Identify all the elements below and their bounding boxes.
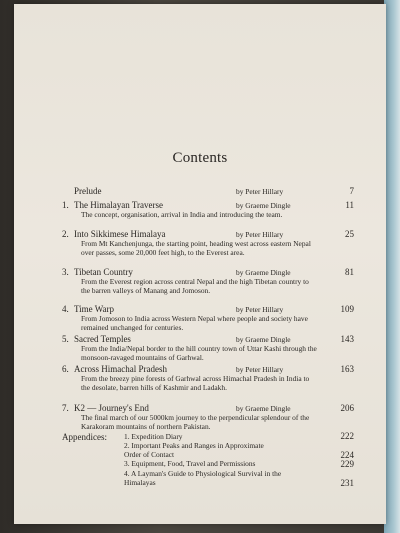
entry-title: The Himalayan Traverse bbox=[74, 200, 163, 210]
entry-author: by Graeme Dingle bbox=[236, 201, 291, 210]
entry-title: Prelude bbox=[74, 186, 102, 196]
book-page bbox=[14, 4, 386, 524]
entry-description: The final march of our 5000km journey to the perpendicular splendour of the Karakoram mountains of northern Pakistan. bbox=[81, 413, 310, 431]
toc-entry-chapter-6 bbox=[62, 364, 362, 392]
appendix-page-2: 224 bbox=[340, 450, 354, 460]
book-cover-edge bbox=[384, 0, 400, 533]
appendix-page-1: 222 bbox=[340, 431, 354, 441]
toc-entry-chapter-1 bbox=[62, 200, 362, 219]
toc-entry-chapter-2 bbox=[62, 229, 362, 257]
entry-description: From Mt Kanchenjunga, the starting point, heading west across eastern Nepal over passes, some 20,000 feet high, to the Everest area. bbox=[81, 239, 311, 257]
appendix-item-2 bbox=[124, 442, 274, 459]
appendix-item-4 bbox=[124, 470, 294, 487]
entry-number: 6. bbox=[62, 364, 69, 374]
entry-author: by Peter Hillary bbox=[236, 365, 284, 374]
entry-author: by Graeme Dingle bbox=[236, 404, 291, 413]
appendix-text: 1. Expedition Diary bbox=[124, 432, 183, 441]
entry-description: The concept, organisation, arrival in India and introducing the team. bbox=[81, 210, 283, 219]
entry-number: 7. bbox=[62, 403, 69, 413]
page-title: Contents bbox=[172, 150, 228, 166]
appendix-text: 3. Equipment, Food, Travel and Permissions bbox=[124, 459, 256, 468]
toc-entry-chapter-7 bbox=[62, 403, 362, 431]
entry-description: From the breezy pine forests of Garhwal across Himachal Pradesh in India to the desolate, barren hills of Kashmir and Ladakh. bbox=[81, 374, 310, 392]
appendix-page-3: 229 bbox=[340, 459, 354, 469]
entry-author: by Peter Hillary bbox=[236, 305, 284, 314]
entry-author: by Peter Hillary bbox=[236, 230, 284, 239]
entry-page: 7 bbox=[349, 186, 354, 196]
toc-entry-chapter-5 bbox=[62, 334, 362, 362]
entry-title: Tibetan Country bbox=[74, 267, 133, 277]
entry-description: From Jomoson to India across Western Nepal where people and society have remained unchanged for centuries. bbox=[81, 314, 308, 332]
entry-number: 2. bbox=[62, 229, 69, 239]
entry-description: From the Everest region across central Nepal and the high Tibetan country to the barren valleys of Manang and Jomoson. bbox=[81, 277, 309, 295]
entry-page: 143 bbox=[340, 334, 354, 344]
entry-page: 81 bbox=[345, 267, 354, 277]
entry-page: 163 bbox=[340, 364, 354, 374]
entry-description: From the India/Nepal border to the hill country town of Uttar Kashi through the monsoon-ravaged mountains of Garhwal. bbox=[81, 344, 317, 362]
entry-number: 4. bbox=[62, 304, 69, 314]
entry-page: 25 bbox=[345, 229, 354, 239]
toc-entry-chapter-3 bbox=[62, 267, 362, 295]
entry-page: 109 bbox=[340, 304, 354, 314]
entry-title: Time Warp bbox=[74, 304, 115, 314]
appendix-text: 2. Important Peaks and Ranges in Approximate Order of Contact bbox=[124, 441, 264, 459]
entry-number: 3. bbox=[62, 267, 69, 277]
appendix-item-3 bbox=[124, 460, 362, 469]
appendix-page-4: 231 bbox=[340, 478, 354, 488]
entry-author: by Graeme Dingle bbox=[236, 335, 291, 344]
entry-author: by Peter Hillary bbox=[236, 187, 284, 196]
toc-entry-prelude bbox=[62, 187, 362, 197]
entry-page: 206 bbox=[340, 403, 354, 413]
toc-entry-chapter-4 bbox=[62, 304, 362, 332]
entry-page: 11 bbox=[345, 200, 354, 210]
entry-title: Into Sikkimese Himalaya bbox=[74, 229, 166, 239]
appendix-text: 4. A Layman's Guide to Physiological Survival in the Himalayas bbox=[124, 469, 282, 487]
entry-title: K2 — Journey's End bbox=[74, 403, 149, 413]
entry-number: 5. bbox=[62, 334, 69, 344]
entry-number: 1. bbox=[62, 200, 69, 210]
appendices-label: Appendices: bbox=[62, 432, 107, 442]
entry-title: Sacred Temples bbox=[74, 334, 131, 344]
entry-author: by Graeme Dingle bbox=[236, 268, 291, 277]
entry-title: Across Himachal Pradesh bbox=[74, 364, 167, 374]
